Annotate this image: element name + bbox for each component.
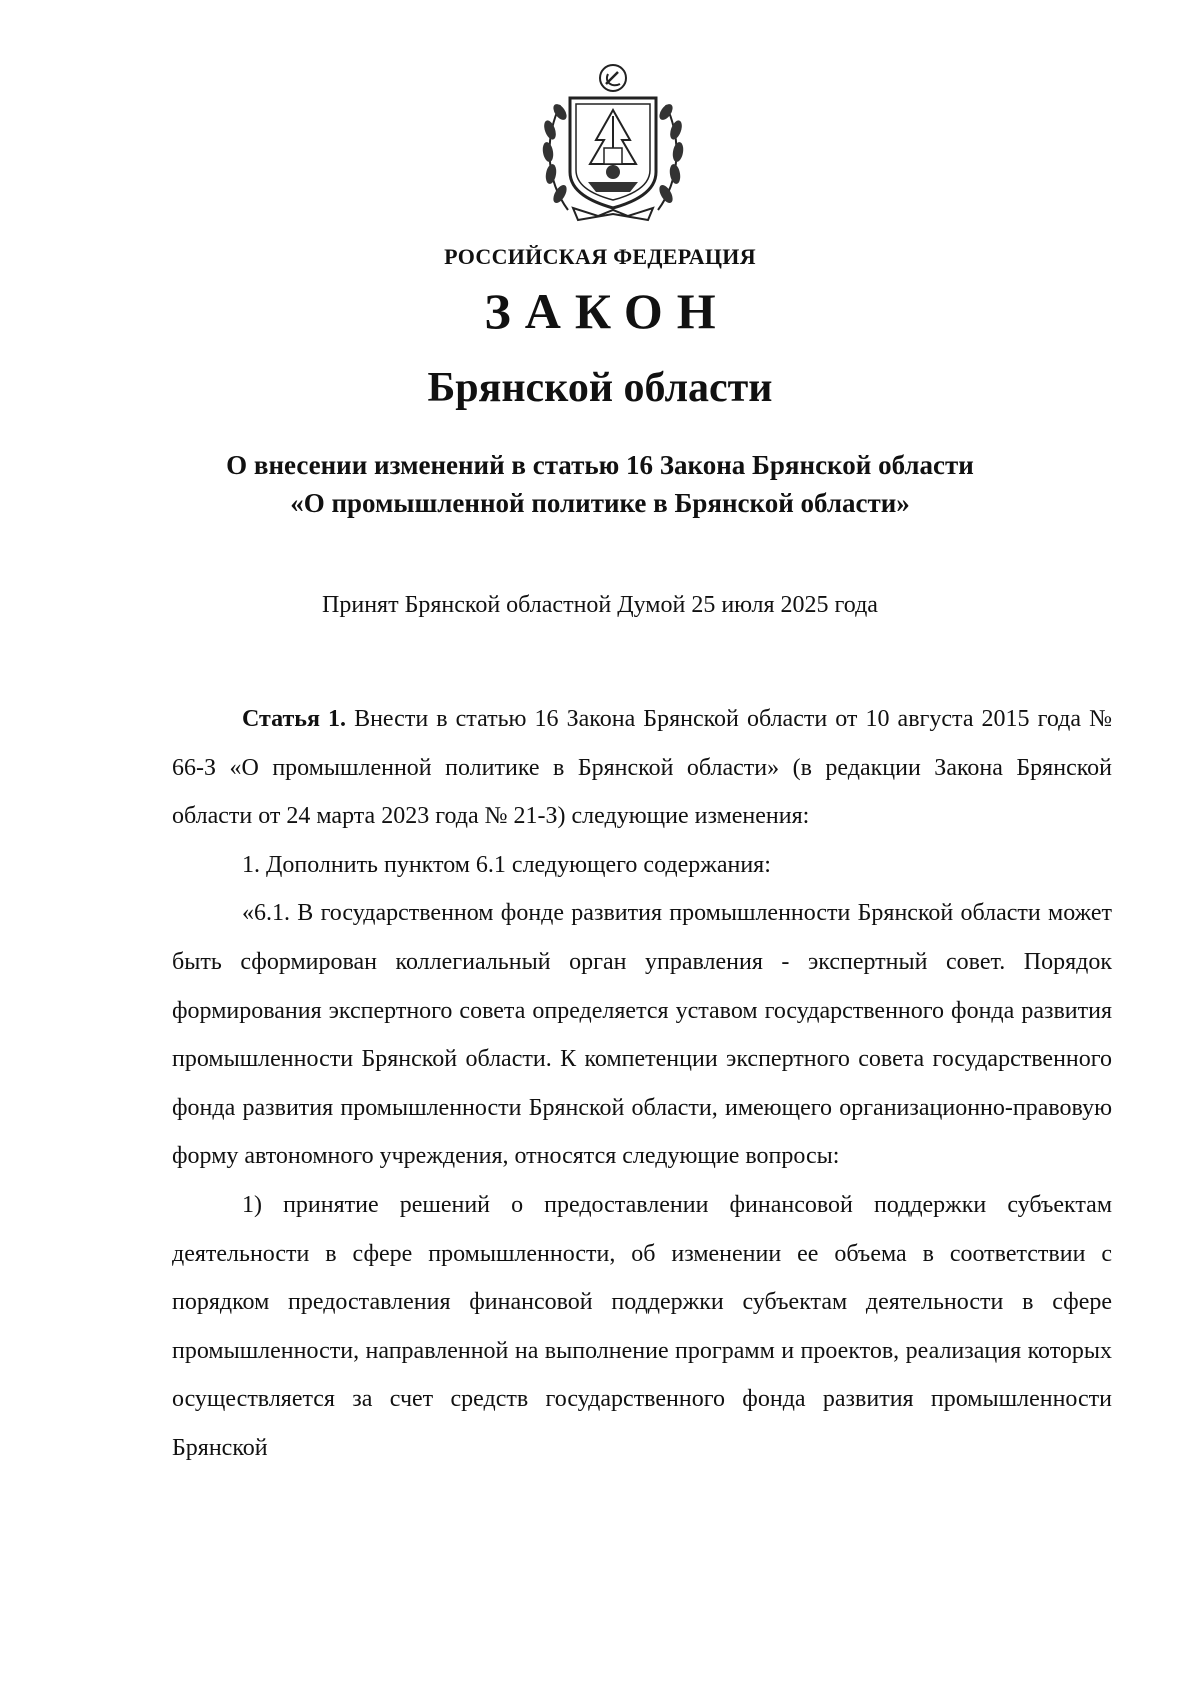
adoption-note: Принят Брянской областной Думой 25 июля 2025 года <box>322 592 878 618</box>
item-1-paragraph: 1. Дополнить пунктом 6.1 следующего содержания: <box>242 851 771 878</box>
article-1-paragraph <box>172 695 1112 841</box>
law-title-line-2: «О промышленной политике в Брянской области» <box>290 488 910 518</box>
country-heading: РОССИЙСКАЯ ФЕДЕРАЦИЯ <box>444 244 756 269</box>
region-heading: Брянской области <box>427 365 773 411</box>
law-title-line-1: О внесении изменений в статью 16 Закона Брянской области <box>226 450 974 480</box>
article-1-text: Внести в статью 16 Закона Брянской области от 10 августа 2015 года № 66-З «О промышленной политике в Брянской области» (в редакции Закона Брянской области от 24 марта 2023 года № 21-З) следующие изменения: <box>172 706 1112 830</box>
article-label: Статья 1. <box>242 706 347 732</box>
document-type-heading: ЗАКОН <box>484 283 730 339</box>
subitem-1-paragraph: 1) принятие решений о предоставлении финансовой поддержки субъектам деятельности в сфере промышленности, об изменении ее объема в соответствии с порядком предоставления финансовой поддержки субъектам деятельности в сфере промышленности, направленной на выполнение программ и проектов, реализация которых осуществляется за счет средств государственного фонда развития промышленности Брянской <box>172 1191 1112 1461</box>
law-title <box>0 446 1200 522</box>
law-body <box>172 695 1112 1473</box>
clause-6-1-paragraph: «6.1. В государственном фонде развития промышленности Брянской области может быть сформирован коллегиальный орган управления - экспертный совет. Порядок формирования экспертного совета определяется уставом государственного фонда развития промышленности Брянской области. К компетенции экспертного совета государственного фонда развития промышленности Брянской области, имеющего организационно-правовую форму автономного учреждения, относятся следующие вопросы: <box>172 900 1112 1170</box>
coat-of-arms-emblem <box>538 60 688 222</box>
